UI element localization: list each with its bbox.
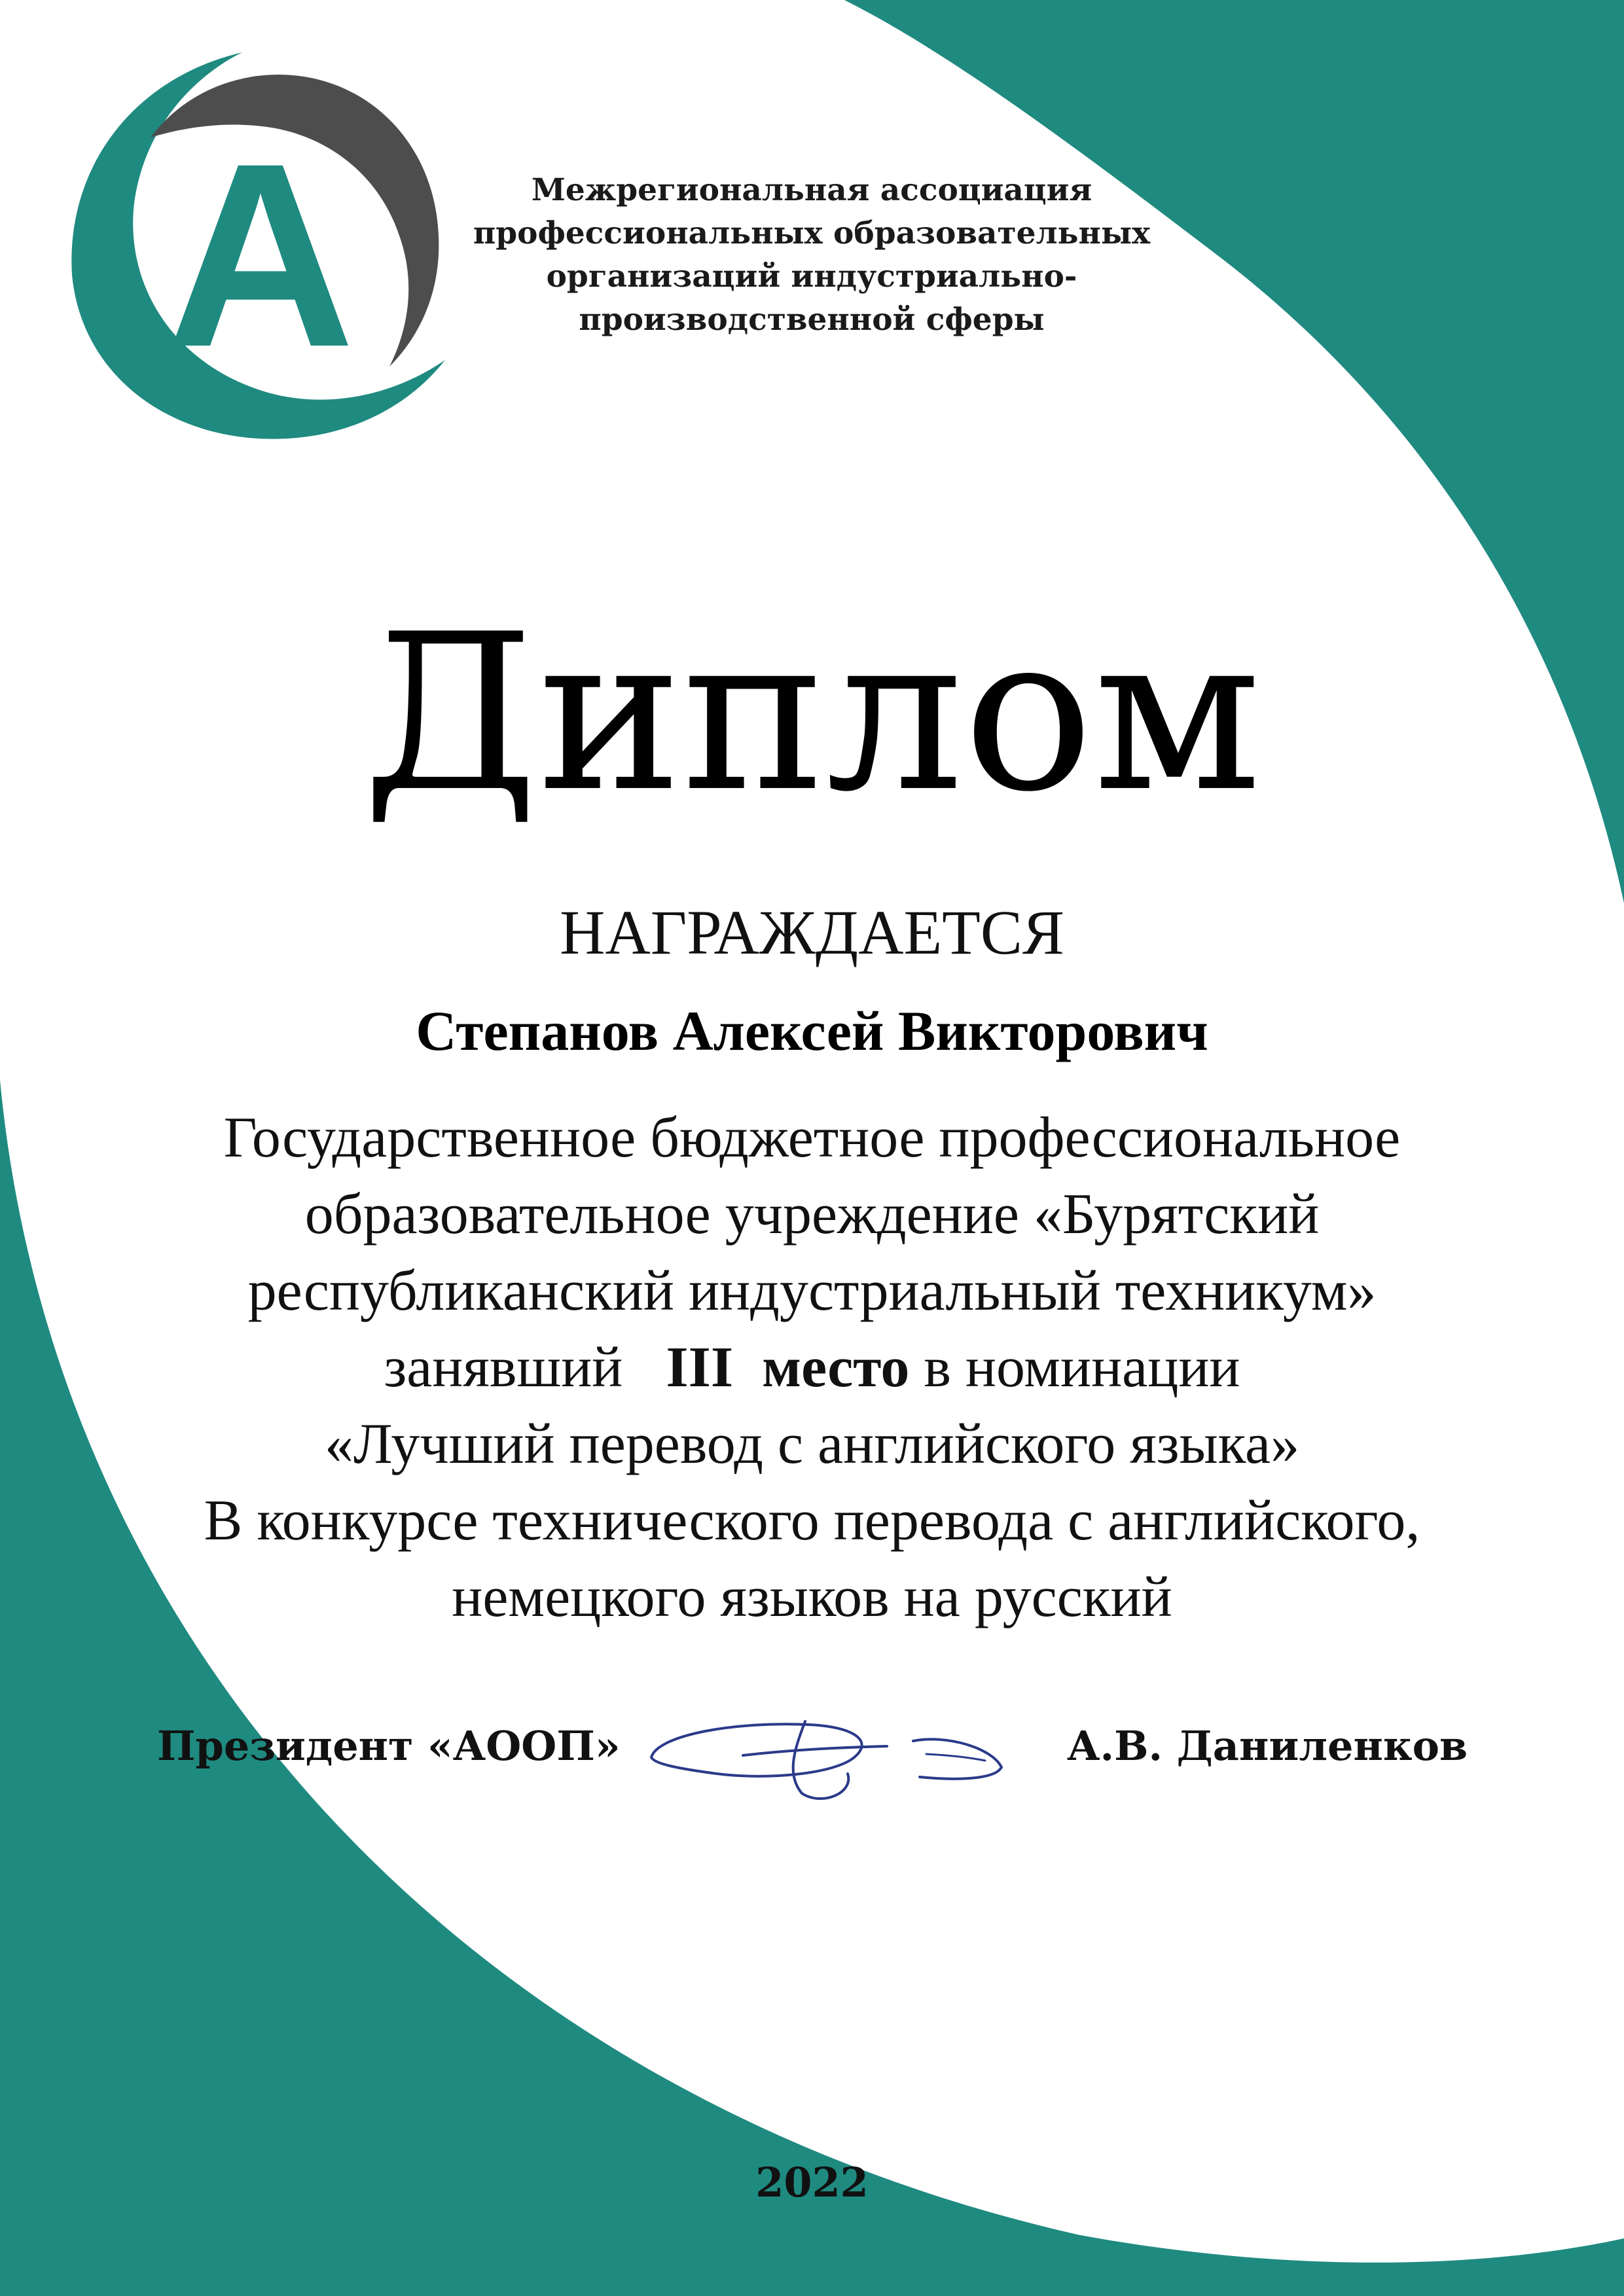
institution-line: республиканский индустриальный техникум»	[247, 1259, 1377, 1323]
place-word: место	[762, 1336, 910, 1399]
diploma-title: Диплом	[362, 588, 1262, 839]
org-line: организаций индустриально-	[546, 259, 1077, 295]
association-logo	[52, 39, 471, 458]
signer-position: Президент «АООП»	[157, 1722, 621, 1770]
signer-name: А.В. Даниленков	[1067, 1722, 1468, 1770]
logo-letter: А	[166, 109, 355, 401]
diploma-year: 2022	[755, 2159, 869, 2206]
contest-line: немецкого языков на русский	[452, 1566, 1172, 1629]
signature-stroke	[651, 1724, 862, 1776]
organization-name	[471, 169, 1152, 342]
signature-row	[0, 1715, 1624, 1787]
place-line	[65, 1329, 1559, 1406]
signature-stroke	[913, 1739, 1001, 1778]
signature-stroke	[926, 1754, 985, 1761]
awarded-label: НАГРАЖДАЕТСЯ	[560, 897, 1064, 967]
place-suffix: в номинации	[924, 1336, 1240, 1399]
signature-stroke	[743, 1746, 887, 1755]
recipient-name: Степанов Алексей Викторович	[416, 999, 1208, 1062]
place-number: III	[666, 1336, 734, 1399]
org-line: Межрегиональная ассоциация	[531, 172, 1092, 208]
signature-stroke	[793, 1721, 849, 1799]
place-prefix: занявший	[384, 1336, 623, 1399]
institution-line: образовательное учреждение «Бурятский	[304, 1183, 1320, 1246]
org-line: производственной сферы	[579, 302, 1045, 338]
contest-line: В конкурсе технического перевода с английского,	[204, 1489, 1420, 1552]
handwritten-signature	[638, 1695, 1011, 1813]
nomination: «Лучший перевод с английского языка»	[324, 1412, 1300, 1476]
org-line: профессиональных образовательных	[473, 215, 1151, 251]
award-body	[65, 1100, 1559, 1636]
institution-line: Государственное бюджетное профессиональное	[223, 1106, 1401, 1170]
